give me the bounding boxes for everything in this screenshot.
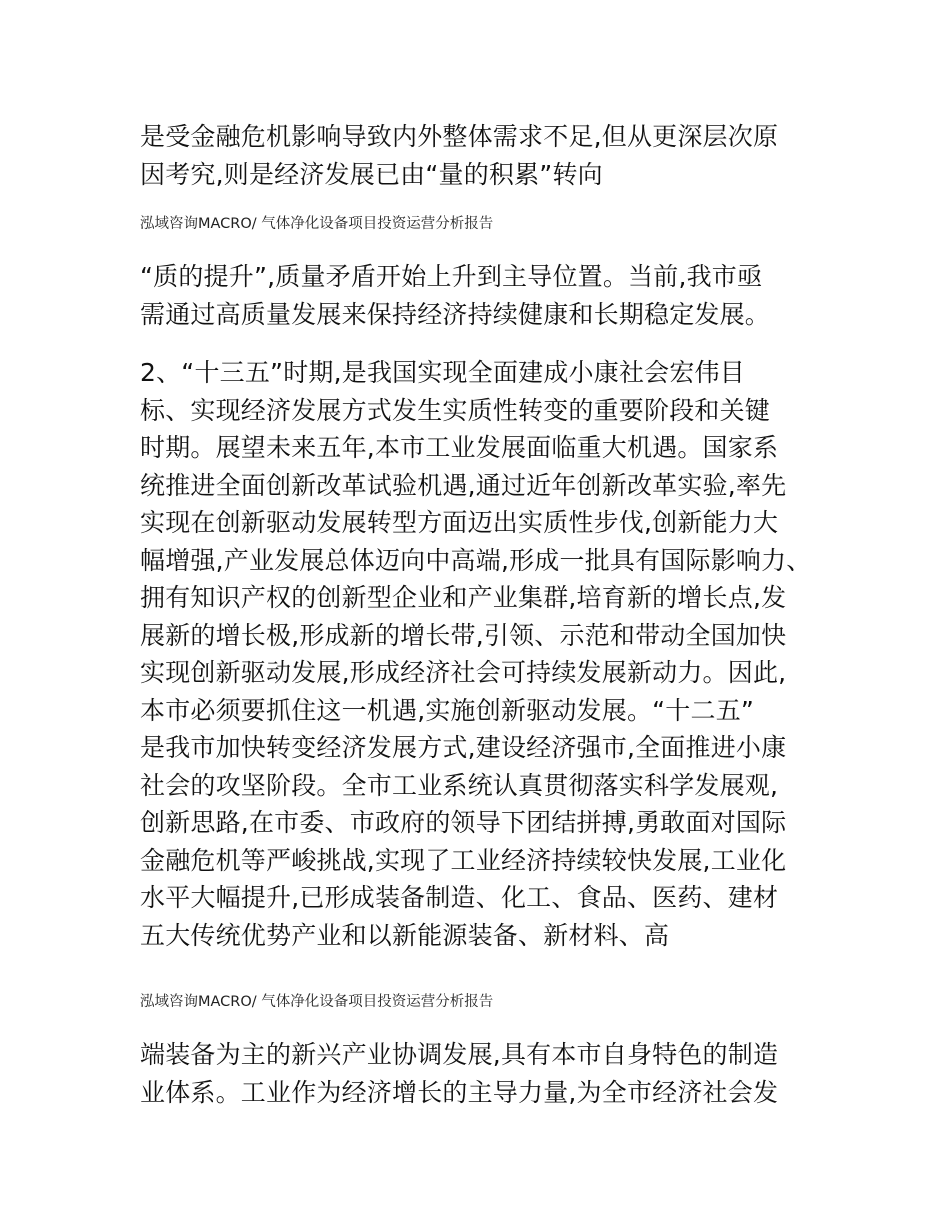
text-line: 标、实现经济发展方式发生实质性转变的重要阶段和关键 bbox=[140, 395, 771, 425]
text-line: 五大传统优势产业和以新能源装备、新材料、高 bbox=[140, 920, 670, 950]
paragraph-3 bbox=[140, 354, 830, 954]
paragraph-4 bbox=[140, 1036, 830, 1111]
running-header: 泓域咨询MACRO/ 气体净化设备项目投资运营分析报告 bbox=[140, 994, 494, 1010]
text-line: 创新思路,在市委、市政府的领导下团结拼搏,勇敢面对国际 bbox=[140, 808, 787, 837]
text-line: 统推进全面创新改革试验机遇,通过近年创新改革实验,率先 bbox=[140, 470, 787, 500]
text-line: 业体系。工业作为经济增长的主导力量,为全市经济社会发 bbox=[140, 1077, 779, 1107]
text-line: 展新的增长极,形成新的增长带,引领、示范和带动全国加快 bbox=[140, 620, 787, 650]
text-line: 社会的攻坚阶段。全市工业系统认真贯彻落实科学发展观, bbox=[140, 770, 779, 800]
text-line: 水平大幅提升,已形成装备制造、化工、食品、医药、建材 bbox=[140, 883, 779, 912]
text-line: 端装备为主的新兴产业协调发展,具有本市自身特色的制造 bbox=[140, 1040, 779, 1069]
running-header: 泓域咨询MACRO/ 气体净化设备项目投资运营分析报告 bbox=[140, 216, 494, 232]
text-line: 实现在创新驱动发展转型方面迈出实质性步伐,创新能力大 bbox=[140, 508, 779, 537]
text-line: 是受金融危机影响导致内外整体需求不足,但从更深层次原 bbox=[140, 122, 779, 151]
text-line: 金融危机等严峻挑战,实现了工业经济持续较快发展,工业化 bbox=[140, 845, 787, 875]
text-line: 因考究,则是经济发展已由“量的积累”转向 bbox=[140, 159, 603, 189]
text-line: 幅增强,产业发展总体迈向中高端,形成一批具有国际影响力、 bbox=[140, 545, 812, 575]
text-line: 是我市加快转变经济发展方式,建设经济强市,全面推进小康 bbox=[140, 733, 787, 762]
text-line: 拥有知识产权的创新型企业和产业集群,培育新的增长点,发 bbox=[140, 583, 787, 612]
text-line: 需通过高质量发展来保持经济持续健康和长期稳定发展。 bbox=[140, 299, 771, 329]
text-line: 时期。展望未来五年,本市工业发展面临重大机遇。国家系 bbox=[140, 433, 779, 462]
text-line: 本市必须要抓住这一机遇,实施创新驱动发展。“十二五” bbox=[140, 695, 755, 725]
paragraph-2 bbox=[140, 258, 830, 333]
text-line: 实现创新驱动发展,形成经济社会可持续发展新动力。因此, bbox=[140, 658, 787, 687]
text-line: “质的提升”,质量矛盾开始上升到主导位置。当前,我市亟 bbox=[140, 262, 763, 291]
paragraph-1 bbox=[140, 118, 830, 193]
text-line: 2、“十三五”时期,是我国实现全面建成小康社会宏伟目 bbox=[140, 358, 745, 387]
